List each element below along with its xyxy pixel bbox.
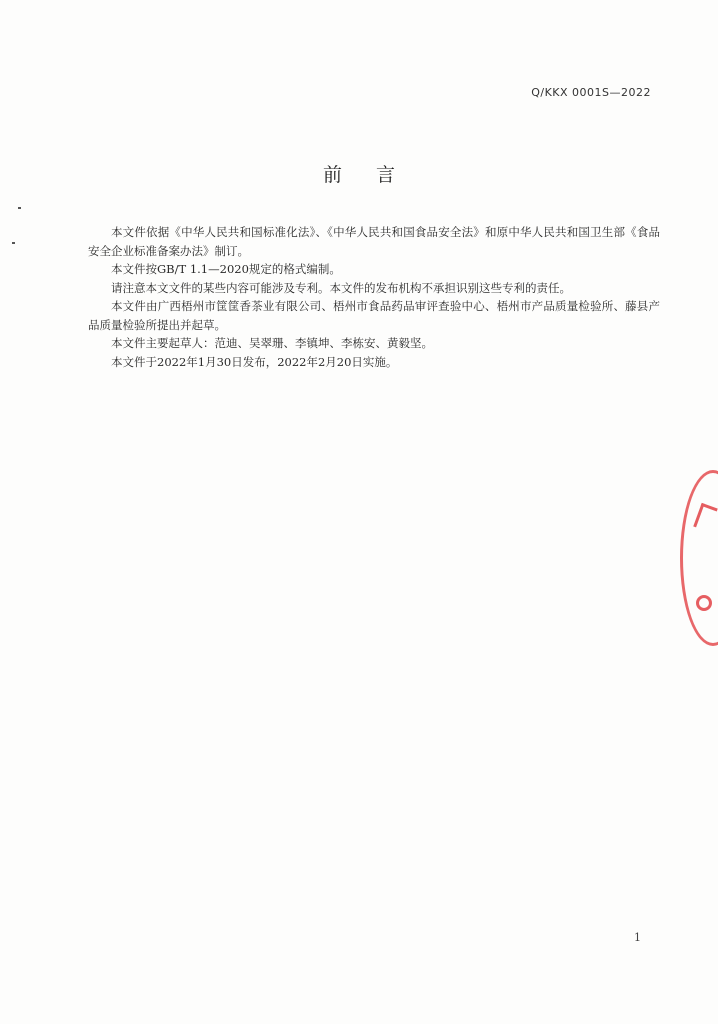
paragraph-proposer: 本文件由广西梧州市筐筐香茶业有限公司、梧州市食品药品审评查验中心、梧州市产品质量检验所、藤县产品质量检验所提出并起草。	[88, 299, 660, 332]
paragraph-patent: 请注意本文文件的某些内容可能涉及专利。本文件的发布机构不承担识别这些专利的责任。	[111, 280, 571, 295]
document-code: Q/KKX 0001S—2022	[531, 86, 651, 99]
seal-stamp-edge	[680, 470, 718, 646]
paragraph-drafters: 本文件主要起草人：范迪、吴翠珊、李镇坤、李栋安、黄毅坚。	[111, 336, 433, 350]
page-number: 1	[634, 931, 641, 944]
scan-speck	[18, 207, 21, 209]
page-title: 前言	[322, 164, 429, 186]
paragraph-dates: 本文件于2022年1月30日发布，2022年2月20日实施。	[111, 354, 398, 369]
paragraph-format: 本文件按GB/T 1.1—2020规定的格式编制。	[111, 262, 341, 276]
foreword-body	[88, 223, 660, 371]
seal-stamp-mark	[696, 595, 712, 611]
scan-speck	[12, 242, 15, 244]
paragraph-basis: 本文件依据《中华人民共和国标准化法》、《中华人民共和国食品安全法》和原中华人民共和国卫生部《食品安全企业标准备案办法》制订。	[88, 225, 660, 258]
